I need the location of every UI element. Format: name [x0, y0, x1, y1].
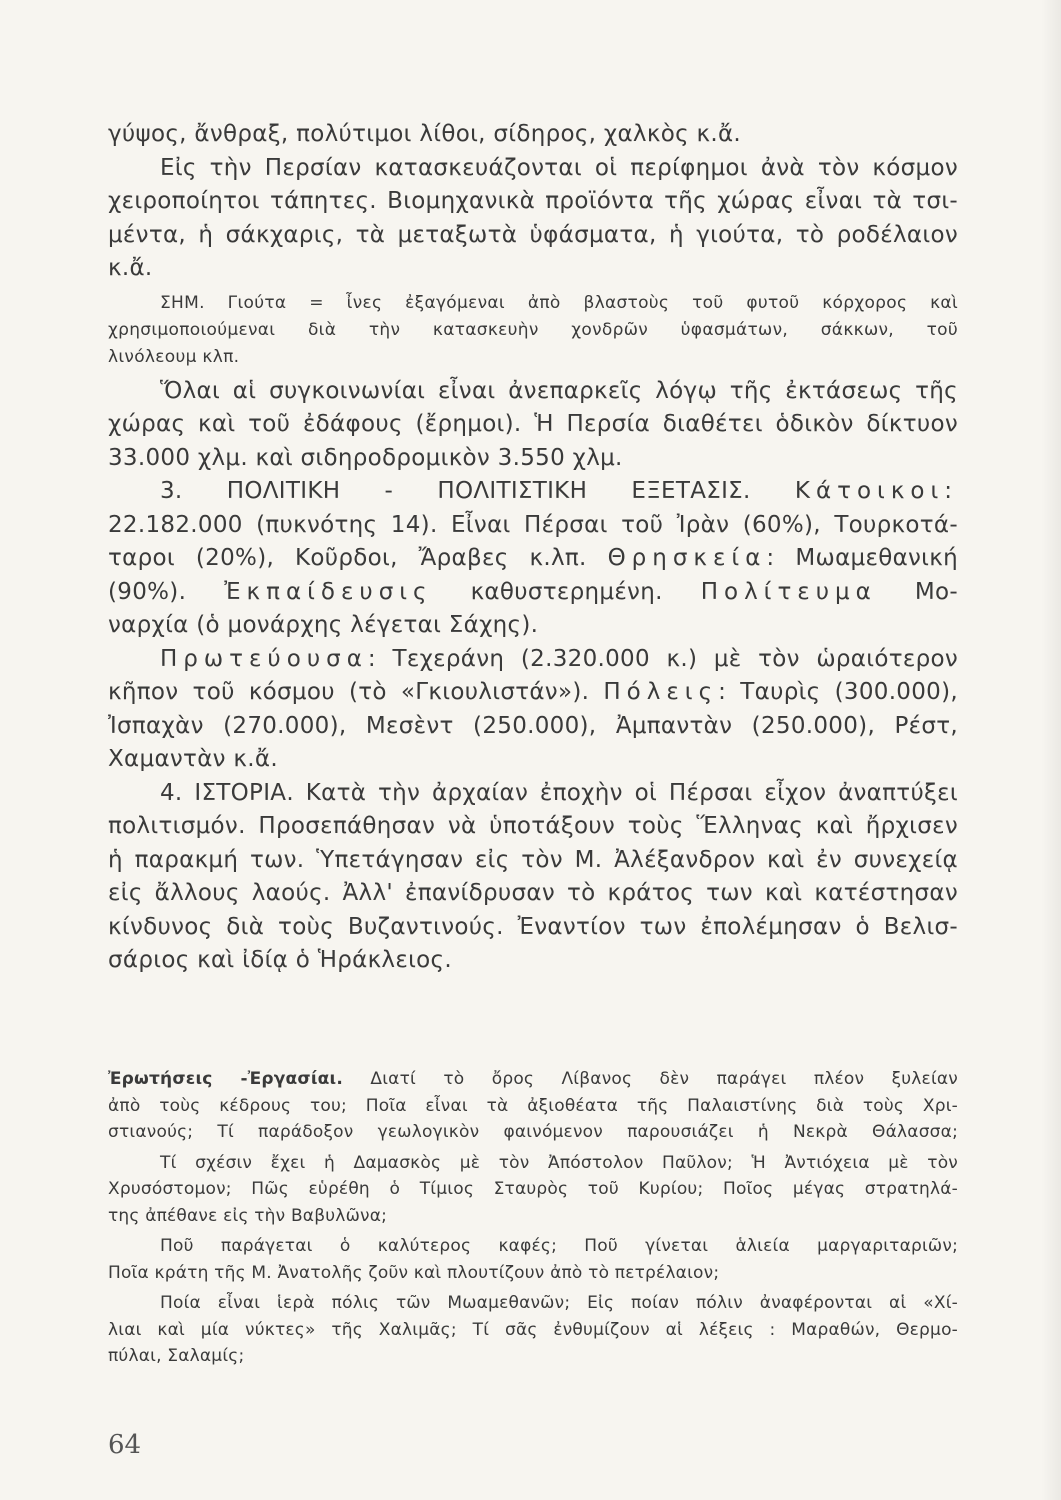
text-line: γύψος, ἄνθραξ, πολύτιμοι λίθοι, σίδηρος, χαλκὸς κ.ἄ. [108, 121, 742, 147]
text-span: ταροι (20%), Κοῦρδοι, Ἄραβες κ.λπ. [108, 545, 587, 571]
page-number: 64 [108, 1430, 142, 1460]
text-line: ἡ παρακμή των. Ὑπετάγησαν εἰς τὸν Μ. Ἀλέξανδρον καὶ ἐν συνεχείᾳ [108, 846, 958, 873]
page-edge-shadow [1041, 0, 1061, 1500]
text-line: Χαμαντὰν κ.ἄ. [108, 746, 278, 772]
text-span: : Ταυρὶς (300.000), [718, 679, 958, 705]
question-line: Ποῖα κράτη τῆς Μ. Ἀνατολῆς ζοῦν καὶ πλουτίζουν ἀπὸ τὸ πετρέλαιον; [108, 1262, 720, 1283]
text-line: σάριος καὶ ἰδίᾳ ὁ Ἡράκλειος. [108, 947, 452, 973]
question-line: λιαι καὶ μία νύκτες» τῆς Χαλιμᾶς; Τί σᾶς ἐνθυμίζουν αἱ λέξεις : Μαραθών, Θερμο- [108, 1319, 958, 1340]
capital-label: Πρωτεύουσα [160, 645, 368, 672]
text-line: Ἰσπαχὰν (270.000), Μεσὲντ (250.000), Ἀμπαντὰν (250.000), Ρέστ, [108, 712, 958, 739]
text-span: : Μωαμεθανική [766, 545, 958, 571]
question-line: της ἀπέθανε εἰς τὴν Βαβυλῶνα; [108, 1205, 388, 1226]
text-line: κίνδυνος διὰ τοὺς Βυζαντινούς. Ἐναντίον των ἐπολέμησαν ὁ Βελισ- [108, 913, 958, 940]
questions-heading: Ἐρωτήσεις -Ἐργασίαι. [108, 1069, 344, 1089]
question-line [108, 1066, 958, 1093]
text-line: μέντα, ἡ σάκχαρις, τὰ μεταξωτὰ ὑφάσματα, ἡ γιούτα, τὸ ροδέλαιον [108, 221, 958, 248]
text-line: ναρχία (ὁ μονάρχης λέγεται Σάχης). [108, 612, 539, 638]
note-line: ΣΗΜ. Γιούτα = ἶνες ἐξαγόμεναι ἀπὸ βλαστοὺς τοῦ φυτοῦ κόρχορος καὶ [160, 292, 958, 313]
inhabitants-label: Κάτοικοι: [794, 478, 958, 504]
text-line [108, 643, 958, 677]
text-line: χώρας καὶ τοῦ ἐδάφους (ἔρημοι). Ἡ Περσία διαθέτει ὁδικὸν δίκτυον [108, 411, 958, 437]
polity-label: Πολίτευμα [700, 578, 877, 605]
education-label: Ἐκπαίδευσις [224, 578, 433, 605]
text-line: Εἰς τὴν Περσίαν κατασκευάζονται οἱ περίφημοι ἀνὰ τὸν κόσμον [160, 154, 958, 181]
cities-label: Πόλεις [603, 679, 719, 705]
text-span: Διατί τὸ ὄρος Λίβανος δὲν παράγει πλέον ξυλείαν [370, 1069, 958, 1089]
text-line: πολιτισμόν. Προσεπάθησαν νὰ ὑποτάξουν τοὺς Ἕλληνας καὶ ἤρχισεν [108, 813, 958, 839]
text-span: Μο- [914, 578, 958, 605]
main-text [108, 118, 958, 978]
question-line: στιανούς; Τί παράδοξον γεωλογικὸν φαινόμενον παρουσιάζει ἡ Νεκρὰ Θάλασσα; [108, 1122, 958, 1142]
text-line: κ.ἄ. [108, 255, 153, 281]
question-line: Ποία εἶναι ἱερὰ πόλις τῶν Μωαμεθανῶν; Εἰς ποίαν πόλιν ἀναφέρονται αἱ «Χί- [160, 1293, 958, 1313]
text-span: (90%). [108, 578, 187, 605]
section-3-heading: 3. ΠΟΛΙΤΙΚΗ - ΠΟΛΙΤΙΣΤΙΚΗ ΕΞΕΤΑΣΙΣ. [160, 478, 751, 504]
text-line: 22.182.000 (πυκνότης 14). Εἶναι Πέρσαι τοῦ Ἰρὰν (60%), Τουρκοτά- [108, 511, 958, 538]
text-line [108, 542, 958, 576]
question-line: πύλαι, Σαλαμίς; [108, 1346, 245, 1366]
section-4-heading-line: 4. ΙΣΤΟΡΙΑ. Κατὰ τὴν ἀρχαίαν ἐποχὴν οἱ Πέρσαι εἶχον ἀναπτύξει [160, 779, 958, 806]
question-line: ἀπὸ τοὺς κέδρους του; Ποῖα εἶναι τὰ ἀξιοθέατα τῆς Παλαιστίνης διὰ τοὺς Χρι- [108, 1095, 958, 1116]
text-line: Ὅλαι αἱ συγκοινωνίαι εἶναι ἀνεπαρκεῖς λόγῳ τῆς ἐκτάσεως τῆς [160, 377, 958, 404]
question-line: Ποῦ παράγεται ὁ καλύτερος καφές; Ποῦ γίνεται ἁλιεία μαργαριταριῶν; [160, 1236, 958, 1256]
note-line: χρησιμοποιούμεναι διὰ τὴν κατασκευὴν χονδρῶν ὑφασμάτων, σάκκων, τοῦ [108, 319, 958, 340]
note-line: λινόλεουμ κλπ. [108, 346, 240, 367]
text-line [108, 576, 958, 610]
text-line: 33.000 χλμ. καὶ σιδηροδρομικὸν 3.550 χλμ. [108, 444, 623, 471]
text-line [108, 676, 958, 710]
text-line: εἰς ἄλλους λαούς. Ἀλλ' ἐπανίδρυσαν τὸ κράτος των καὶ κατέστησαν [108, 880, 958, 906]
section-3-heading-line [108, 475, 958, 509]
text-span: : Τεχεράνη (2.320.000 κ.) μὲ τὸν ὡραιότερον [367, 645, 958, 672]
questions-section [108, 1066, 958, 1370]
text-span: καθυστερημένη. [470, 578, 663, 605]
question-line: Χρυσόστομον; Πῶς εὑρέθη ὁ Τίμιος Σταυρὸς τοῦ Κυρίου; Ποῖος μέγας στρατηλά- [108, 1179, 958, 1199]
text-line: χειροποίητοι τάπητες. Βιομηχανικὰ προϊόντα τῆς χώρας εἶναι τὰ τσι- [108, 188, 958, 214]
text-span: κῆπον τοῦ κόσμου (τὸ «Γκιουλιστάν»). [108, 679, 590, 705]
question-line: Τί σχέσιν ἔχει ἡ Δαμασκὸς μὲ τὸν Ἀπόστολον Παῦλον; Ἡ Ἀντιόχεια μὲ τὸν [160, 1152, 958, 1173]
religion-label: Θρησκεία [607, 545, 767, 571]
